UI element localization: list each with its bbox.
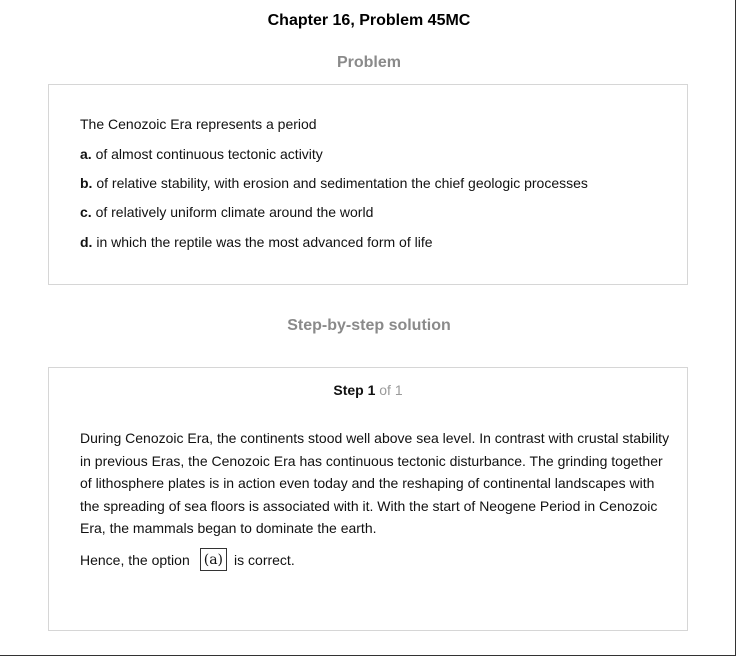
- option-a-letter: a.: [80, 146, 92, 162]
- option-d: [80, 234, 433, 250]
- answer-prefix: Hence, the option: [80, 551, 190, 568]
- step-count: of 1: [379, 382, 403, 398]
- answer-line: [80, 548, 295, 571]
- option-c-text: of relatively uniform climate around the world: [95, 204, 374, 220]
- step-label: Step 1: [333, 382, 376, 398]
- solution-explanation: During Cenozoic Era, the continents stood well above sea level. In contrast with crustal stability in previous Eras, the Cenozoic Era has continuous tectonic disturbance. The grinding together of lithosphere plates is in action even today and the reshaping of continental landscapes with the spreading of sea floors is associated with it. With the start of Neogene Period in Cenozoic Era, the mammals began to dominate the earth.: [80, 430, 670, 537]
- option-c-letter: c.: [80, 204, 92, 220]
- chapter-title: Chapter 16, Problem 45MC: [267, 12, 471, 29]
- option-a-text: of almost continuous tectonic activity: [95, 146, 323, 162]
- step-header: [49, 382, 687, 398]
- option-b-letter: b.: [80, 175, 93, 191]
- answer-suffix: is correct.: [234, 551, 295, 568]
- option-b: [80, 175, 588, 191]
- problem-box: [48, 84, 688, 285]
- option-b-text: of relative stability, with erosion and sedimentation the chief geologic processes: [96, 175, 588, 191]
- option-d-text: in which the reptile was the most advanced form of life: [96, 234, 433, 250]
- problem-stem: The Cenozoic Era represents a period: [80, 116, 317, 132]
- option-d-letter: d.: [80, 234, 93, 250]
- option-c: [80, 204, 373, 220]
- solution-box: [48, 367, 688, 631]
- problem-heading: Problem: [336, 54, 401, 71]
- option-a: [80, 146, 323, 162]
- solution-heading: Step-by-step solution: [287, 317, 451, 334]
- answer-box: (a): [200, 548, 227, 571]
